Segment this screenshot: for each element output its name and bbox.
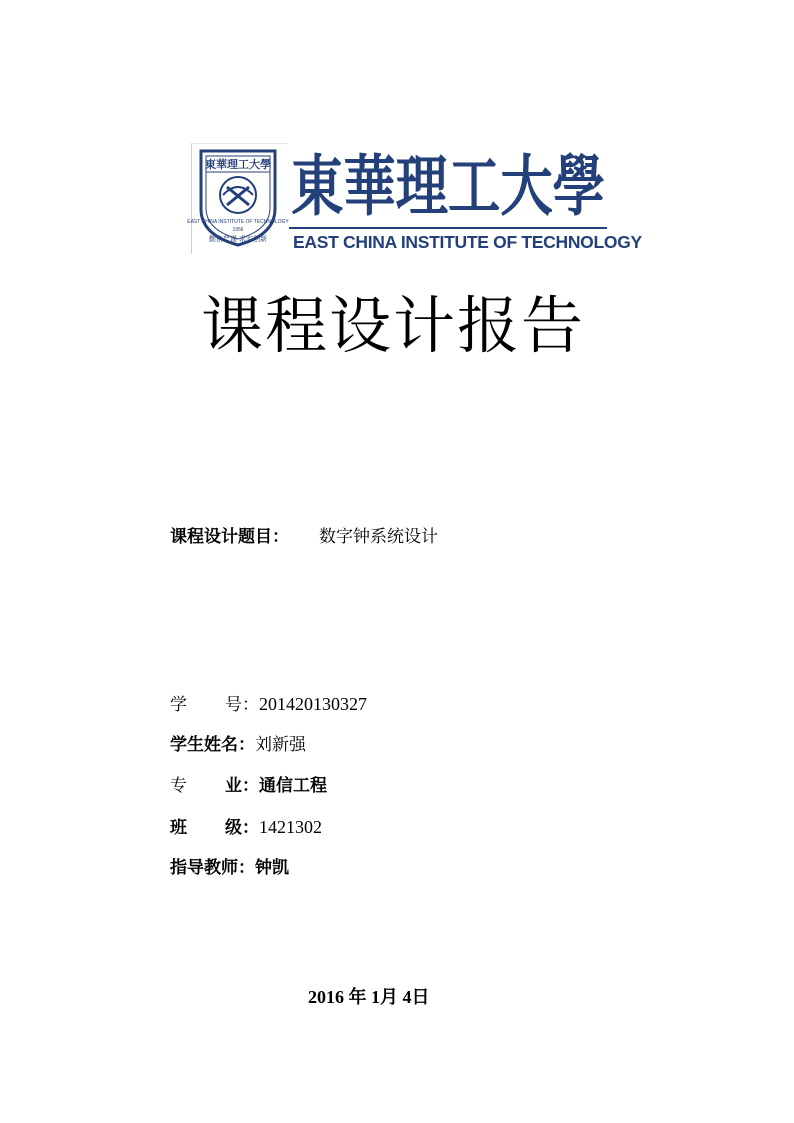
class-value: 1421302	[259, 817, 322, 837]
report-date	[308, 983, 430, 1009]
date-year: 2016	[308, 987, 344, 1007]
university-name-english: EAST CHINA INSTITUTE OF TECHNOLOGY	[293, 232, 642, 252]
logo-divider	[289, 227, 607, 229]
advisor-line	[170, 856, 289, 880]
class-label-a: 班	[170, 818, 187, 838]
class-line	[170, 815, 322, 840]
university-name-wordmark	[289, 143, 607, 223]
major-line	[170, 774, 327, 798]
date-day-unit: 日	[411, 987, 430, 1008]
student-name-line	[170, 733, 306, 757]
date-year-unit: 年	[348, 987, 367, 1008]
student-id-label-b: 号：	[225, 695, 259, 715]
svg-text:東華理工大學: 東華理工大學	[205, 158, 271, 171]
university-logo	[187, 143, 642, 255]
date-month: 1	[371, 987, 380, 1007]
class-label-b: 级：	[225, 818, 259, 838]
advisor-value: 钟凯	[255, 858, 289, 878]
major-label-b: 业：	[225, 776, 259, 796]
svg-text:1956: 1956	[232, 227, 244, 233]
topic-value: 数字钟系统设计	[319, 527, 438, 547]
report-title: 课程设计报告	[201, 289, 586, 362]
date-month-unit: 月	[380, 987, 398, 1008]
major-label-a: 专	[170, 776, 187, 796]
svg-text:東華理工大學: 東華理工大學	[291, 147, 605, 225]
svg-text:勤奋严谨 求实创新: 勤奋严谨 求实创新	[208, 235, 268, 243]
topic-label: 课程设计题目：	[170, 527, 289, 547]
date-day: 4	[402, 987, 412, 1007]
topic-line	[170, 525, 438, 549]
student-id-label-a: 学	[170, 695, 187, 715]
university-seal-icon	[187, 147, 289, 247]
student-id-line	[170, 692, 367, 717]
student-name-value: 刘新强	[255, 735, 306, 755]
major-value: 通信工程	[259, 776, 327, 796]
student-id-value: 201420130327	[259, 694, 367, 714]
student-name-label: 学生姓名：	[170, 735, 255, 755]
advisor-label: 指导教师：	[170, 858, 255, 878]
svg-text:EAST CHINA INSTITUTE OF TECHNO: EAST CHINA INSTITUTE OF TECHNOLOGY	[187, 219, 289, 225]
